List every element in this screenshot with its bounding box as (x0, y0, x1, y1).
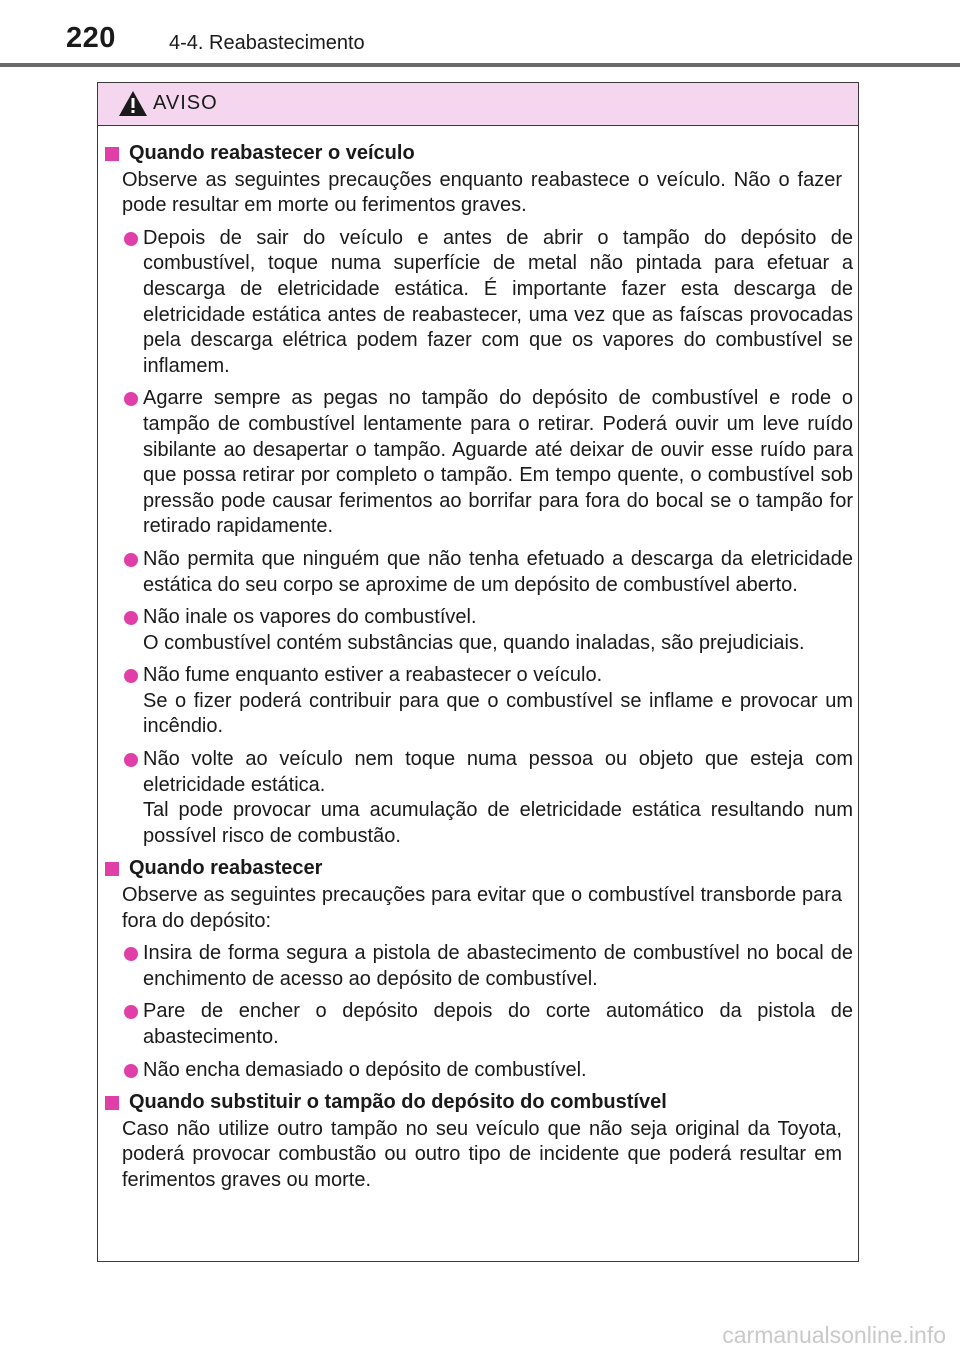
square-bullet-icon (105, 1096, 119, 1110)
section-heading-text: Quando substituir o tampão do depósito do combustível (129, 1091, 667, 1114)
section-heading (105, 856, 860, 882)
section-heading (105, 1090, 860, 1116)
header-rule (0, 63, 960, 67)
bullet-item (143, 999, 853, 1050)
section-title: 4-4. Reabastecimento (169, 32, 365, 54)
bullet-text: Tal pode provocar uma acumulação de eletricidade estática resultando num possível risco de combustão. (143, 799, 853, 847)
bullet-item (143, 547, 853, 598)
section-intro: Observe as seguintes precauções enquanto reabastece o veículo. Não o fazer pode resultar em morte ou ferimentos graves. (122, 168, 842, 217)
warning-box (97, 82, 859, 1262)
square-bullet-icon (105, 862, 119, 876)
square-bullet-icon (105, 147, 119, 161)
bullet-text: Não encha demasiado o depósito de combustível. (143, 1058, 587, 1081)
warning-label: AVISO (153, 92, 218, 114)
bullet-item (143, 941, 853, 992)
section-heading-text: Quando reabastecer o veículo (129, 142, 415, 164)
round-bullet-icon (124, 611, 138, 625)
round-bullet-icon (124, 553, 138, 567)
bullet-text: Depois de sair do veículo e antes de abrir o tampão do depósito de combustível, toque numa superfície de metal não pintada para efetuar a descarga de eletricidade estática. É importante fazer esta descarga de eletricidade estática antes de reabastecer, uma vez que as faíscas provocadas pela descarga elétrica podem fazer com que os vapores do combustível se inflamem. (143, 226, 853, 377)
bullet-text: Agarre sempre as pegas no tampão do depósito de combustível e rode o tampão de combustível lentamente para o retirar. Poderá ouvir um leve ruído sibilante ao desapertar o tampão. Aguarde até deixar de ouvir esse ruído para que possa retirar por completo o tampão. Em tempo quente, o combustível sob pressão pode causar ferimentos ao borrifar para fora do bocal se o tampão for retirado rapidamente. (143, 387, 853, 538)
warning-header (98, 83, 858, 126)
bullet-text: Pare de encher o depósito depois do corte automático da pistola de abastecimento. (143, 1000, 853, 1048)
warning-section (98, 856, 860, 1083)
page-number: 220 (66, 22, 116, 54)
bullet-item (143, 1058, 853, 1084)
bullet-text: O combustível contém substâncias que, quando inaladas, são prejudiciais. (143, 631, 805, 654)
bullet-text: Não volte ao veículo nem toque numa pessoa ou objeto que esteja com eletricidade estática. (143, 748, 853, 796)
round-bullet-icon (124, 392, 138, 406)
round-bullet-icon (124, 1064, 138, 1078)
warning-body (98, 141, 860, 1201)
bullet-item (143, 226, 853, 380)
round-bullet-icon (124, 1005, 138, 1019)
section-intro: Caso não utilize outro tampão no seu veículo que não seja original da Toyota, poderá provocar combustão ou outro tipo de incidente que poderá resultar em ferimentos graves ou morte. (122, 1117, 842, 1191)
warning-section (98, 141, 860, 849)
warning-triangle-icon (118, 90, 148, 117)
bullet-item (143, 747, 853, 849)
round-bullet-icon (124, 232, 138, 246)
section-heading-text: Quando reabastecer (129, 857, 323, 880)
bullet-item (143, 386, 853, 540)
bullet-text: Não permita que ninguém que não tenha efetuado a descarga da eletricidade estática do seu corpo se aproxime de um depósito de combustível aberto. (143, 547, 853, 596)
bullet-text: Não fume enquanto estiver a reabastecer o veículo. (143, 664, 603, 687)
bullet-item (143, 663, 853, 740)
bullet-item (143, 605, 853, 656)
section-heading (105, 141, 860, 167)
round-bullet-icon (124, 753, 138, 767)
round-bullet-icon (124, 669, 138, 683)
round-bullet-icon (124, 947, 138, 961)
section-intro: Observe as seguintes precauções para evitar que o combustível transborde para fora do depósito: (122, 884, 842, 932)
warning-section (98, 1090, 860, 1193)
bullet-text: Se o fizer poderá contribuir para que o combustível se inflame e provocar um incêndio. (143, 689, 853, 738)
watermark: carmanualsonline.info (722, 1322, 946, 1348)
bullet-text: Não inale os vapores do combustível. (143, 606, 477, 629)
page-header (0, 0, 960, 70)
bullet-text: Insira de forma segura a pistola de abastecimento de combustível no bocal de enchimento de acesso ao depósito de combustível. (143, 942, 853, 990)
